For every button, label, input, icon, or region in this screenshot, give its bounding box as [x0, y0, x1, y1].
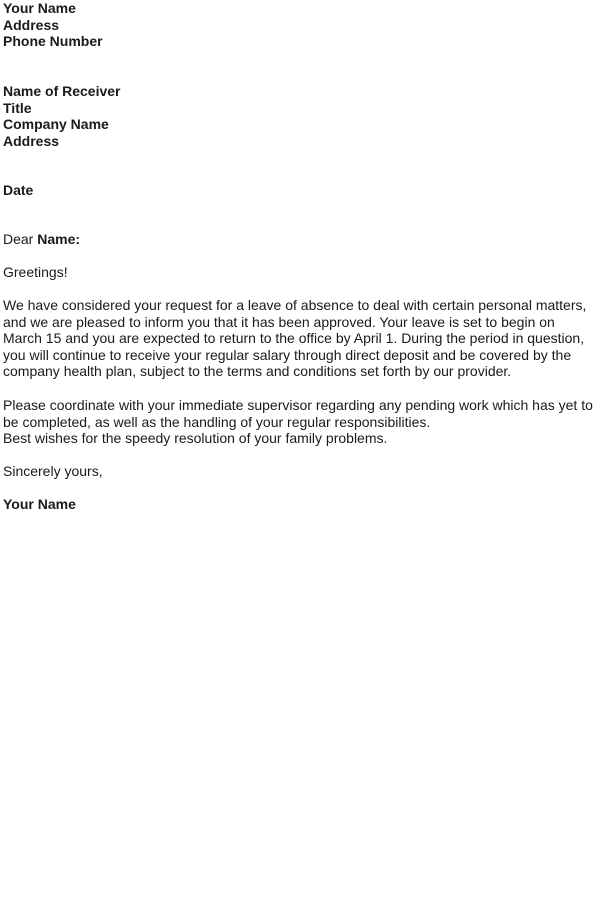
- salutation-prefix: Dear: [3, 231, 38, 247]
- signature: [3, 496, 76, 513]
- body-line: March 15 and you are expected to return to the office by April 1. During the period in question,: [3, 330, 585, 346]
- closing: [3, 463, 103, 480]
- receiver-title: Title: [3, 99, 32, 116]
- body-paragraph-2: [3, 397, 593, 447]
- sender-phone: Phone Number: [3, 33, 103, 49]
- body-line: company health plan, subject to the terms and conditions set forth by our provider.: [3, 363, 512, 379]
- signature-name: Your Name: [3, 496, 76, 512]
- salutation-line: [3, 231, 80, 248]
- body-line: be completed, as well as the handling of your regular responsibilities.: [3, 413, 431, 430]
- date-block: [3, 182, 33, 199]
- receiver-address: Address: [3, 132, 60, 149]
- receiver-company: Company Name: [3, 116, 109, 132]
- body-line: We have considered your request for a leave of absence to deal with certain personal matters,: [3, 297, 587, 313]
- body-paragraph-1: [3, 297, 586, 380]
- body-line: you will continue to receive your regular salary through direct deposit and be covered by the: [3, 346, 572, 363]
- greeting-line: Greetings!: [3, 264, 68, 280]
- salutation-name: Name:: [37, 231, 81, 247]
- sender-block: [3, 0, 103, 50]
- receiver-name: Name of Receiver: [3, 83, 121, 99]
- sender-name: Your Name: [3, 0, 76, 16]
- body-line: and we are pleased to inform you that it has been approved. Your leave is set to begin on: [3, 313, 555, 330]
- sender-address: Address: [3, 16, 60, 33]
- receiver-block: [3, 83, 121, 149]
- closing-line: Sincerely yours,: [3, 463, 103, 479]
- body-line: Please coordinate with your immediate supervisor regarding any pending work which has yet to: [3, 397, 593, 413]
- salutation: [3, 231, 80, 248]
- body-line: Best wishes for the speedy resolution of your family problems.: [3, 430, 388, 446]
- letter-date: Date: [3, 182, 34, 198]
- greeting: [3, 264, 68, 281]
